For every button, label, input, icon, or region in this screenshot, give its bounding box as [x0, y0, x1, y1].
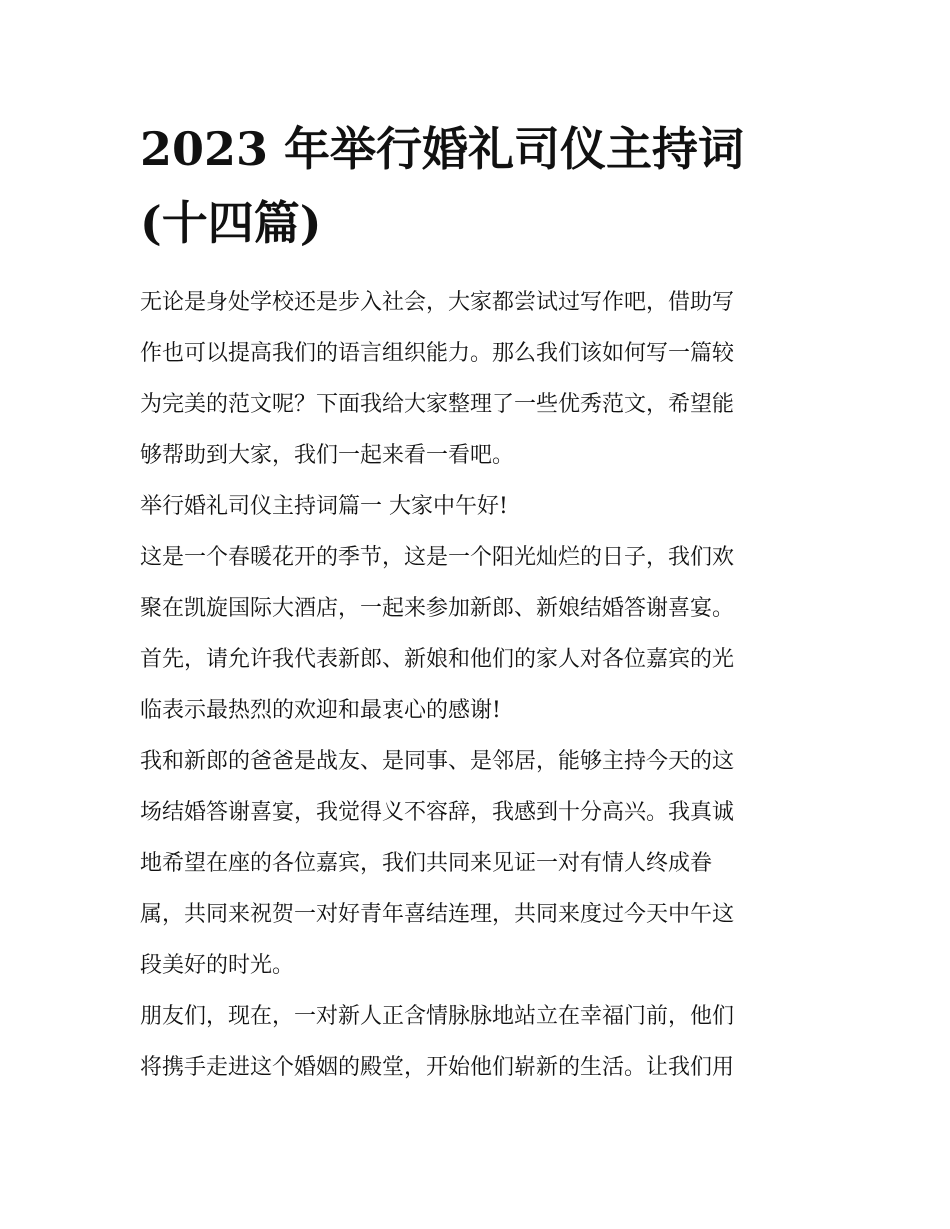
text-line: 临表示最热烈的欢迎和最衷心的感谢!	[140, 698, 501, 723]
text-line: 段美好的时光。	[140, 953, 295, 978]
document-title	[140, 112, 812, 260]
body-paragraph	[140, 736, 812, 991]
body-paragraph	[140, 991, 812, 1093]
text-line: 将携手走进这个婚姻的殿堂，开始他们崭新的生活。让我们用	[140, 1055, 735, 1080]
text-line: 场结婚答谢喜宴，我觉得义不容辞，我感到十分高兴。我真诚	[140, 800, 735, 825]
text-line: 地希望在座的各位嘉宾，我们共同来见证一对有情人终成眷	[140, 851, 713, 876]
text-line: 举行婚礼司仪主持词篇一 大家中午好!	[140, 494, 508, 519]
text-line: 属，共同来祝贺一对好青年喜结连理，共同来度过今天中午这	[140, 902, 735, 927]
text-line: 我和新郎的爸爸是战友、是同事、是邻居，能够主持今天的这	[140, 749, 735, 774]
text-line: 这是一个春暖花开的季节，这是一个阳光灿烂的日子，我们欢	[140, 545, 735, 570]
document-page	[140, 112, 812, 1093]
text-line: 作也可以提高我们的语言组织能力。那么我们该如何写一篇较	[140, 341, 735, 366]
text-line: 无论是身处学校还是步入社会，大家都尝试过写作吧，借助写	[140, 290, 735, 315]
text-line: 首先，请允许我代表新郎、新娘和他们的家人对各位嘉宾的光	[140, 647, 735, 672]
title-line: (十四篇)	[140, 196, 322, 250]
document-body	[140, 277, 812, 1093]
text-line: 聚在凯旋国际大酒店，一起来参加新郎、新娘结婚答谢喜宴。	[140, 596, 735, 621]
text-line: 为完美的范文呢？下面我给大家整理了一些优秀范文，希望能	[140, 392, 735, 417]
section-heading-paragraph	[140, 481, 812, 532]
text-line: 够帮助到大家，我们一起来看一看吧。	[140, 443, 515, 468]
intro-paragraph	[140, 277, 812, 481]
body-paragraph	[140, 532, 812, 634]
text-line: 朋友们，现在，一对新人正含情脉脉地站立在幸福门前，他们	[140, 1004, 735, 1029]
title-line: 2023 年举行婚礼司仪主持词	[140, 122, 745, 176]
body-paragraph	[140, 634, 812, 736]
